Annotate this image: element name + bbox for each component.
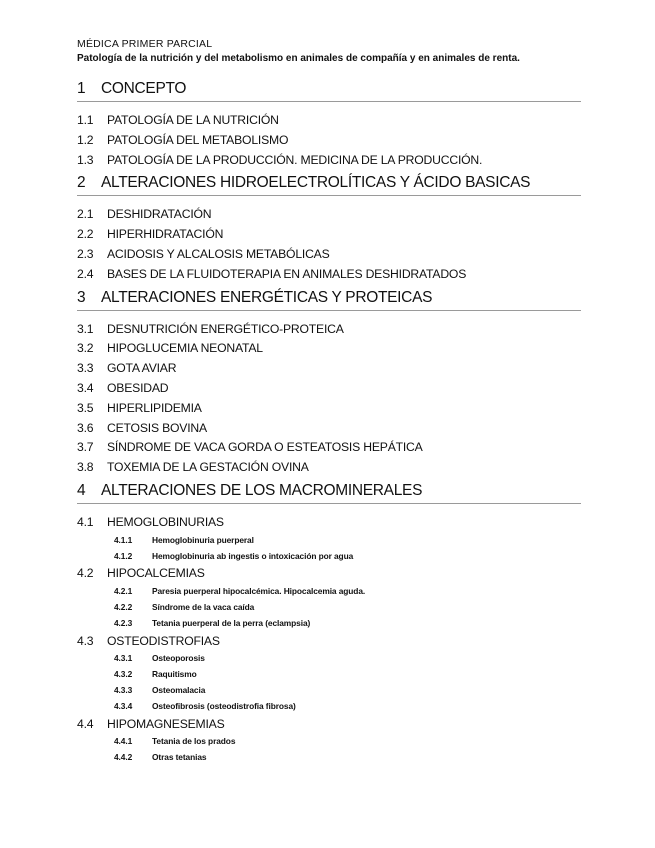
section-number: 3 — [77, 288, 86, 306]
toc-subitem — [77, 533, 581, 549]
toc-subitem — [77, 683, 581, 699]
section-title: CONCEPTO — [101, 80, 187, 97]
toc-subitem — [77, 734, 581, 750]
toc-item-number: 2.2 — [77, 227, 94, 242]
toc-item — [77, 513, 581, 533]
toc-item-number: 3.7 — [77, 440, 94, 455]
header-subtitle: Patología de la nutrición y del metabolismo en animales de compañía y en animales de renta. — [77, 53, 520, 64]
toc-item — [77, 205, 581, 225]
toc-item-title: ACIDOSIS Y ALCALOSIS METABÓLICAS — [107, 246, 330, 261]
section-title: ALTERACIONES DE LOS MACROMINERALES — [101, 481, 423, 499]
section-items — [77, 205, 581, 284]
toc-item — [77, 245, 581, 265]
table-of-contents — [77, 76, 581, 766]
toc-subitem — [77, 651, 581, 667]
toc-item — [77, 564, 581, 584]
toc-item-number: 1.3 — [77, 152, 94, 167]
toc-item-title: DESHIDRATACIÓN — [107, 207, 212, 222]
toc-subitem — [77, 584, 581, 600]
toc-item-title: HIPOMAGNESEMIAS — [107, 716, 225, 731]
toc-subitem-title: Osteomalacia — [152, 684, 206, 695]
toc-item-number: 4.4 — [77, 716, 94, 731]
toc-item-number: 3.6 — [77, 420, 94, 435]
toc-item-title: BASES DE LA FLUIDOTERAPIA EN ANIMALES DESHIDRATADOS — [107, 266, 467, 281]
toc-subitem — [77, 549, 581, 565]
section-title: ALTERACIONES HIDROELECTROLÍTICAS Y ÁCIDO BASICAS — [101, 174, 531, 192]
toc-item — [77, 131, 581, 151]
toc-subitem — [77, 699, 581, 715]
toc-item — [77, 265, 581, 285]
section-number: 2 — [77, 174, 86, 192]
toc-item-number: 3.4 — [77, 380, 94, 395]
toc-subitem-title: Raquitismo — [152, 669, 197, 680]
toc-subitem-number: 4.2.1 — [114, 586, 133, 597]
toc-item-number: 1.1 — [77, 113, 94, 127]
toc-item-title: OBESIDAD — [107, 380, 169, 395]
toc-item-title: HIPOCALCEMIAS — [107, 566, 205, 581]
toc-item-title: SÍNDROME DE VACA GORDA O ESTEATOSIS HEPÁTICA — [107, 440, 423, 455]
toc-item — [77, 111, 581, 131]
toc-item-title: HIPERHIDRATACIÓN — [107, 227, 224, 242]
toc-item — [77, 339, 581, 359]
toc-item — [77, 379, 581, 399]
toc-item-number: 4.3 — [77, 633, 94, 648]
toc-item-title: OSTEODISTROFIAS — [107, 633, 220, 648]
toc-subitem — [77, 750, 581, 766]
toc-subitem-title: Osteoporosis — [152, 653, 205, 664]
toc-subitem-title: Tetania de los prados — [152, 736, 236, 747]
toc-subitem-number: 4.4.1 — [114, 736, 133, 747]
toc-item — [77, 225, 581, 245]
toc-subitem — [77, 600, 581, 616]
toc-subitem-number: 4.3.4 — [114, 700, 133, 711]
toc-item — [77, 458, 581, 478]
toc-item — [77, 438, 581, 458]
toc-subitem-number: 4.1.1 — [114, 534, 133, 545]
toc-item-number: 3.8 — [77, 460, 94, 475]
toc-subitem-number: 4.4.2 — [114, 752, 133, 763]
toc-subitem-title: Síndrome de la vaca caída — [152, 601, 255, 612]
toc-item-title: HIPOGLUCEMIA NEONATAL — [107, 341, 263, 356]
toc-item-number: 3.2 — [77, 341, 94, 356]
section-items — [77, 513, 581, 766]
toc-subitem — [77, 616, 581, 632]
toc-item-number: 4.1 — [77, 514, 94, 529]
toc-item — [77, 151, 581, 171]
toc-item — [77, 419, 581, 439]
toc-item — [77, 359, 581, 379]
section-number: 4 — [77, 481, 86, 499]
toc-item-title: PATOLOGÍA DEL METABOLISMO — [107, 132, 289, 147]
toc-subitem-number: 4.2.2 — [114, 601, 133, 612]
toc-item-number: 2.1 — [77, 207, 94, 222]
section-items — [77, 320, 581, 478]
section-heading — [77, 285, 581, 311]
toc-item-title: HEMOGLOBINURIAS — [107, 514, 224, 529]
toc-subitem-title: Hemoglobinuria ab ingestis o intoxicación por agua — [152, 550, 354, 561]
toc-subitem-title: Otras tetanias — [152, 752, 207, 763]
toc-item — [77, 399, 581, 419]
toc-subitem-number: 4.3.1 — [114, 653, 133, 664]
toc-subitem-number: 4.3.2 — [114, 669, 133, 680]
toc-item — [77, 320, 581, 340]
toc-item-number: 2.3 — [77, 246, 94, 261]
toc-subitem-title: Tetania puerperal de la perra (eclampsia) — [152, 617, 311, 628]
toc-item-number: 3.1 — [77, 321, 94, 336]
section-heading — [77, 478, 581, 504]
toc-subitem-number: 4.1.2 — [114, 550, 133, 561]
toc-item-title: PATOLOGÍA DE LA PRODUCCIÓN. MEDICINA DE LA PRODUCCIÓN. — [107, 152, 483, 167]
toc-item-title: TOXEMIA DE LA GESTACIÓN OVINA — [107, 460, 309, 475]
section-heading — [77, 170, 581, 196]
section-title: ALTERACIONES ENERGÉTICAS Y PROTEICAS — [101, 288, 433, 306]
section-heading — [77, 76, 581, 102]
toc-item-number: 4.2 — [77, 566, 94, 581]
toc-item-title: DESNUTRICIÓN ENERGÉTICO-PROTEICA — [107, 321, 344, 336]
toc-item-title: CETOSIS BOVINA — [107, 420, 207, 435]
toc-subitem-title: Osteofibrosis (osteodistrofia fibrosa) — [152, 700, 296, 711]
toc-subitem-number: 4.2.3 — [114, 617, 133, 628]
toc-item — [77, 715, 581, 735]
toc-item — [77, 632, 581, 652]
toc-item-number: 3.3 — [77, 361, 94, 376]
toc-item-title: PATOLOGÍA DE LA NUTRICIÓN — [107, 113, 279, 127]
toc-subitem-title: Hemoglobinuria puerperal — [152, 534, 254, 545]
toc-subitem — [77, 667, 581, 683]
header-course-label: MÉDICA PRIMER PARCIAL — [77, 38, 213, 50]
toc-subitem-title: Paresia puerperal hipocalcémica. Hipocalcemia aguda. — [152, 586, 366, 597]
toc-item-number: 2.4 — [77, 266, 94, 281]
toc-item-number: 3.5 — [77, 400, 94, 415]
toc-item-number: 1.2 — [77, 132, 94, 147]
toc-subitem-number: 4.3.3 — [114, 684, 133, 695]
section-items — [77, 111, 581, 170]
toc-item-title: GOTA AVIAR — [107, 361, 177, 376]
section-number: 1 — [77, 80, 86, 97]
toc-item-title: HIPERLIPIDEMIA — [107, 400, 202, 415]
